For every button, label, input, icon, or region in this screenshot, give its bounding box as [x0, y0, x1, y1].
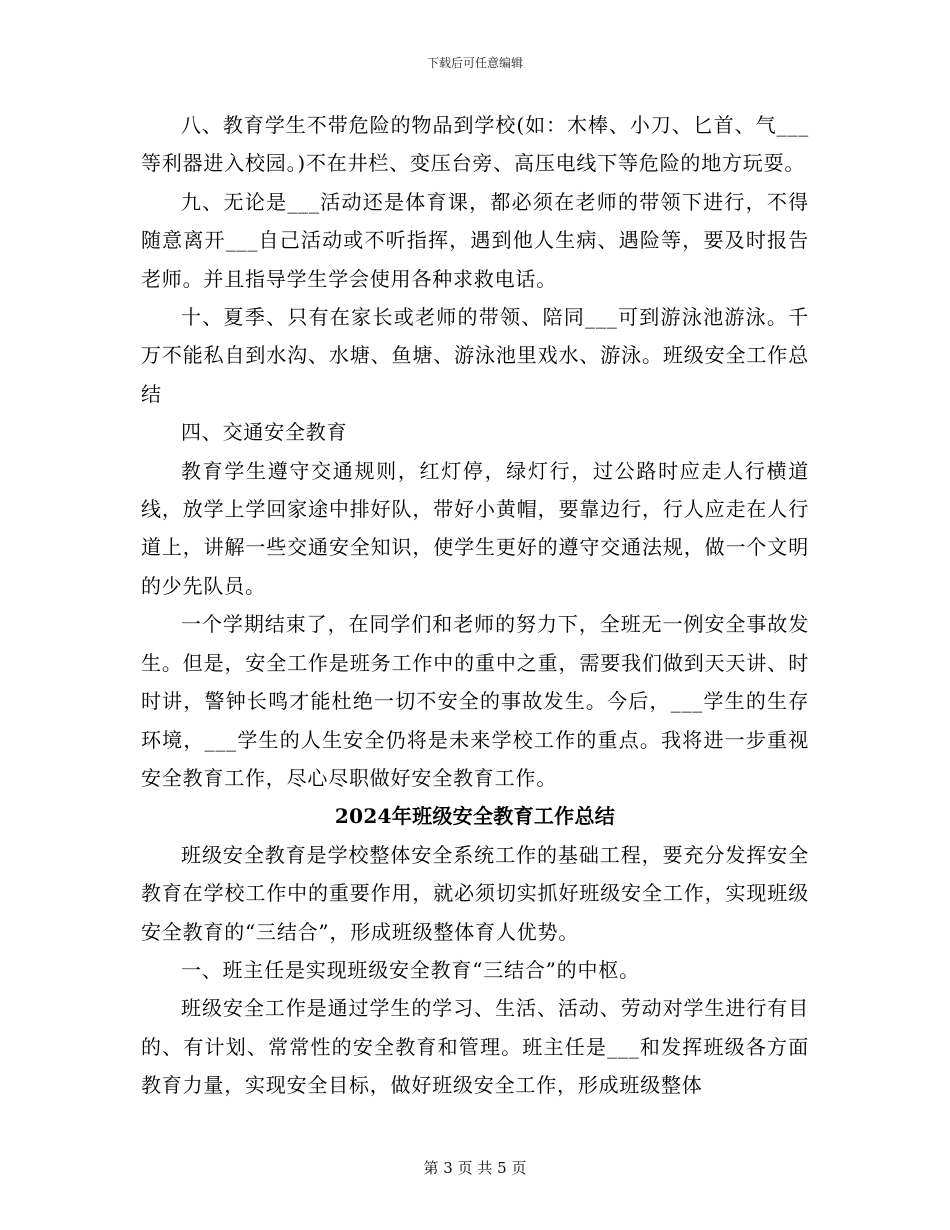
- paragraph-traffic: 教育学生遵守交通规则，红灯停，绿灯行，过公路时应走人行横道线，放学上学回家途中排好队，带好小黄帽，要靠边行，行人应走在人行道上，讲解一些交通安全知识，使学生更好的遵守交通法规，做一个文明的少先队员。: [141, 458, 809, 598]
- paragraph-10: 十、夏季、只有在家长或老师的带领、陪同___可到游泳池游泳。千万不能私自到水沟、水塘、鱼塘、游泳池里戏水、游泳。班级安全工作总结: [141, 305, 809, 406]
- heading-point-1: 一、班主任是实现班级安全教育“三结合”的中枢。: [181, 957, 640, 982]
- page-header: 下载后可任意编辑: [426, 56, 523, 70]
- paragraph-8: 八、教育学生不带危险的物品到学校(如：木棒、小刀、匕首、气___等利器进入校园。)不在井栏、变压台旁、高压电线下等危险的地方玩耍。: [141, 113, 809, 176]
- section-title: 2024年班级安全教育工作总结: [334, 804, 616, 829]
- paragraph-9: 九、无论是___活动还是体育课，都必须在老师的带领下进行，不得随意离开___自己活动或不听指挥，遇到他人生病、遇险等，要及时报告老师。并且指导学生学会使用各种求救电话。: [141, 189, 809, 291]
- heading-traffic-safety: 四、交通安全教育: [181, 420, 348, 445]
- paragraph-intro: 班级安全教育是学校整体安全系统工作的基础工程，要充分发挥安全教育在学校工作中的重要作用，就必须切实抓好班级安全工作，实现班级安全教育的“三结合”，形成班级整体育人优势。: [141, 842, 809, 944]
- paragraph-conclusion: 一个学期结束了，在同学们和老师的努力下，全班无一例安全事故发生。但是，安全工作是班务工作中的重中之重，需要我们做到天天讲、时时讲，警钟长鸣才能杜绝一切不安全的事故发生。今后，___学生的生存环境，___学生的人生安全仍将是未来学校工作的重点。我将进一步重视安全教育工作，尽心尽职做好安全教育工作。: [141, 612, 809, 790]
- document-body: [141, 106, 809, 1105]
- page-footer: 第 3 页 共 5 页: [423, 1159, 527, 1177]
- paragraph-point-1: 班级安全工作是通过学生的学习、生活、活动、劳动对学生进行有目的、有计划、常常性的安全教育和管理。班主任是___和发挥班级各方面教育力量，实现安全目标，做好班级安全工作，形成班级整体: [141, 996, 809, 1098]
